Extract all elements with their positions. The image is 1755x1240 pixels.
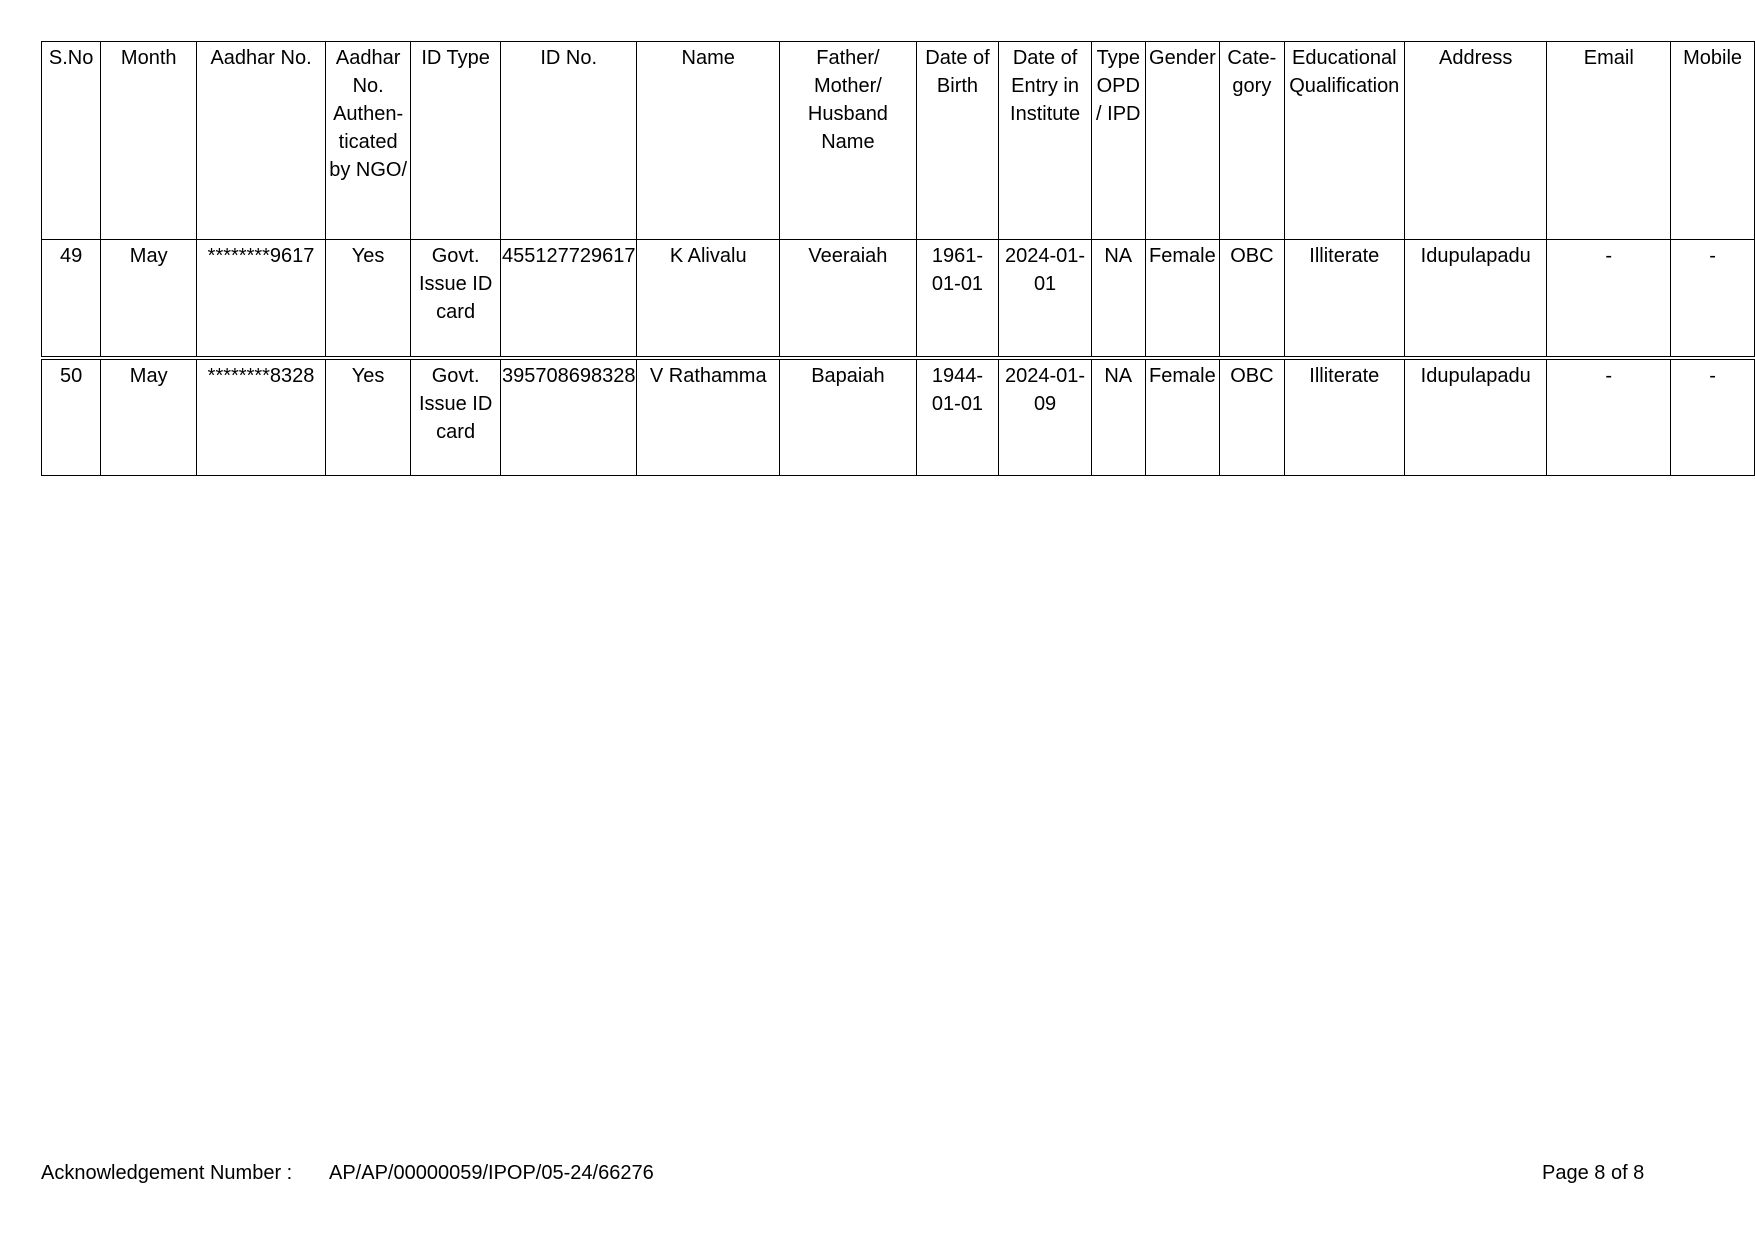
cell-name: V Rathamma: [637, 358, 780, 476]
acknowledgement-number: AP/AP/00000059/IPOP/05-24/66276: [329, 1162, 654, 1184]
header-type-opd-ipd: Type OPD / IPD: [1091, 42, 1145, 240]
cell-id-type: Govt. Issue ID card: [411, 358, 501, 476]
cell-month: May: [101, 358, 197, 476]
header-aadhar-no: Aadhar No.: [197, 42, 326, 240]
header-id-no: ID No.: [500, 42, 636, 240]
page-number: Page 8 of 8: [1542, 1162, 1645, 1184]
cell-mobile: -: [1671, 358, 1755, 476]
cell-sno: 50: [42, 358, 101, 476]
cell-educational-qualification: Illiterate: [1284, 358, 1405, 476]
cell-aadhar-no: ********9617: [197, 240, 326, 358]
header-aadhar-authenticated: Aadhar No. Authen-ticated by NGO/: [325, 42, 410, 240]
cell-educational-qualification: Illiterate: [1284, 240, 1405, 358]
header-address: Address: [1405, 42, 1547, 240]
acknowledgement-footer: [41, 1161, 654, 1185]
header-email: Email: [1547, 42, 1671, 240]
table-row: [42, 358, 1755, 476]
records-table: [41, 41, 1755, 476]
cell-month: May: [101, 240, 197, 358]
header-month: Month: [101, 42, 197, 240]
cell-date-of-entry: 2024-01-09: [999, 358, 1092, 476]
cell-aadhar-authenticated: Yes: [325, 240, 410, 358]
cell-type-opd-ipd: NA: [1091, 358, 1145, 476]
cell-parent-name: Veeraiah: [780, 240, 917, 358]
cell-sno: 49: [42, 240, 101, 358]
header-mobile: Mobile: [1671, 42, 1755, 240]
header-id-type: ID Type: [411, 42, 501, 240]
cell-mobile: -: [1671, 240, 1755, 358]
header-parent-name: Father/ Mother/ Husband Name: [780, 42, 917, 240]
cell-id-no: 455127729617: [500, 240, 636, 358]
cell-type-opd-ipd: NA: [1091, 240, 1145, 358]
header-educational-qualification: Educational Qualification: [1284, 42, 1405, 240]
acknowledgement-label: Acknowledgement Number :: [41, 1162, 293, 1184]
cell-email: -: [1547, 240, 1671, 358]
cell-category: OBC: [1220, 240, 1284, 358]
cell-aadhar-authenticated: Yes: [325, 358, 410, 476]
cell-date-of-birth: 1961-01-01: [916, 240, 998, 358]
header-sno: S.No: [42, 42, 101, 240]
cell-parent-name: Bapaiah: [780, 358, 917, 476]
cell-id-type: Govt. Issue ID card: [411, 240, 501, 358]
cell-date-of-entry: 2024-01-01: [999, 240, 1092, 358]
cell-gender: Female: [1145, 358, 1220, 476]
cell-name: K Alivalu: [637, 240, 780, 358]
cell-gender: Female: [1145, 240, 1220, 358]
header-category: Cate-gory: [1220, 42, 1284, 240]
cell-category: OBC: [1220, 358, 1284, 476]
cell-email: -: [1547, 358, 1671, 476]
header-row: [42, 42, 1755, 240]
cell-id-no: 395708698328: [500, 358, 636, 476]
header-gender: Gender: [1145, 42, 1220, 240]
table-row: [42, 240, 1755, 358]
cell-date-of-birth: 1944-01-01: [916, 358, 998, 476]
header-date-of-entry: Date of Entry in Institute: [999, 42, 1092, 240]
cell-address: Idupulapadu: [1405, 358, 1547, 476]
header-date-of-birth: Date of Birth: [916, 42, 998, 240]
cell-aadhar-no: ********8328: [197, 358, 326, 476]
cell-address: Idupulapadu: [1405, 240, 1547, 358]
header-name: Name: [637, 42, 780, 240]
